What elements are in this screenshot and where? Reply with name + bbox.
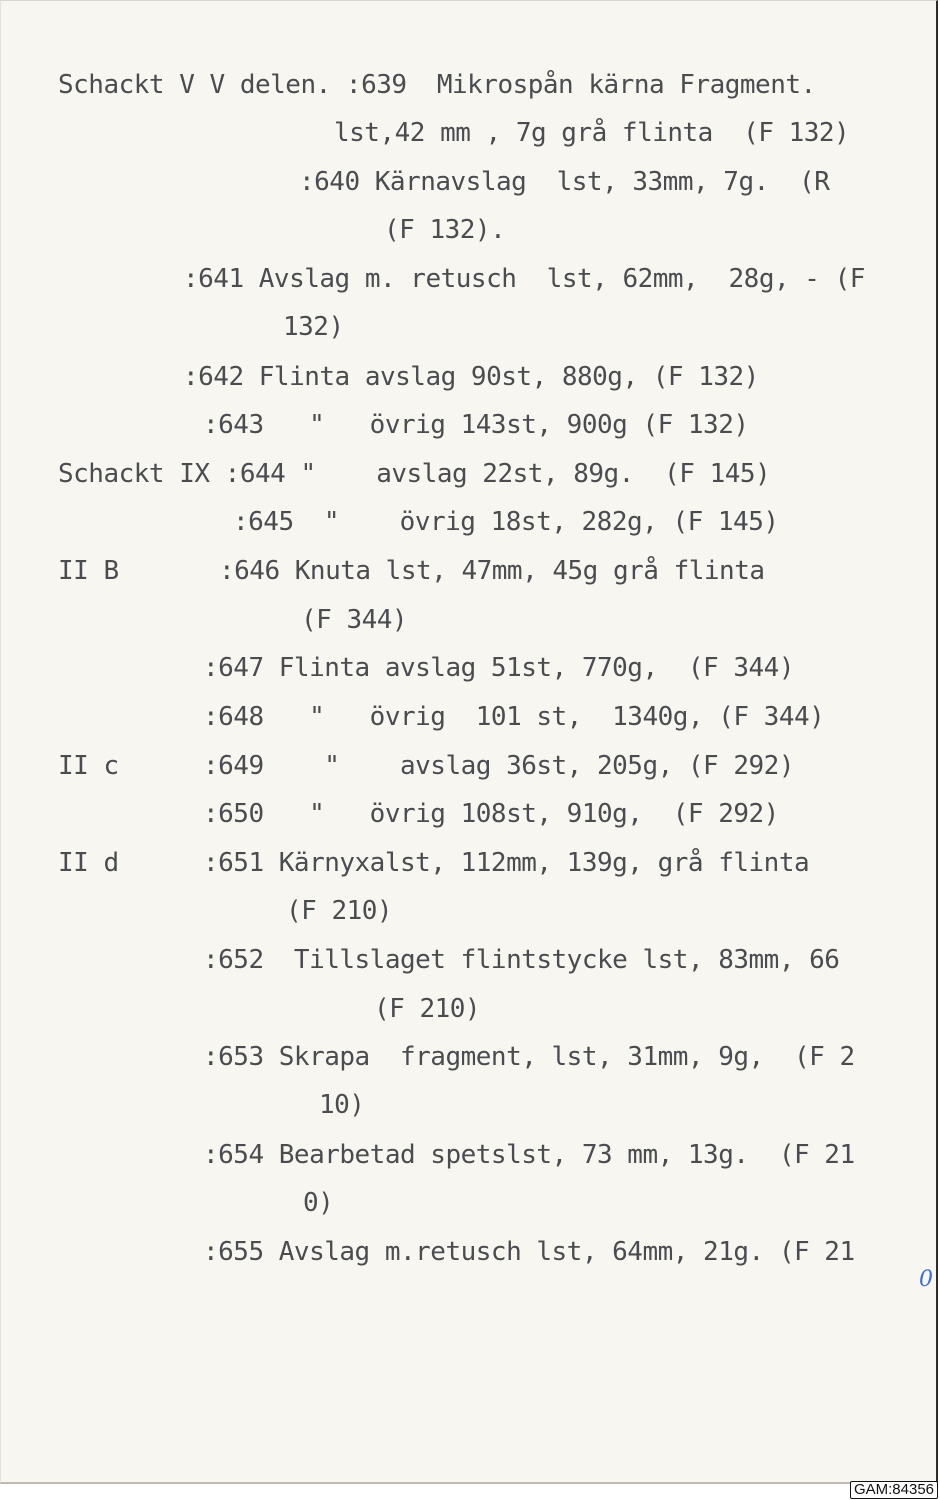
text-line: :652 Tillslaget flintstycke lst, 83mm, 66 <box>203 945 840 975</box>
text-line: Schackt V V delen. :639 Mikrospån kärna Fragment. <box>58 70 816 100</box>
text-line: lst,42 mm , 7g grå flinta (F 132) <box>334 118 850 148</box>
text-line: :650 " övrig 108st, 910g, (F 292) <box>203 799 779 829</box>
text-line: :655 Avslag m.retusch lst, 64mm, 21g. (F 21 <box>203 1237 855 1267</box>
pen-mark: 0 <box>919 1267 933 1292</box>
text-line: :651 Kärnyxalst, 112mm, 139g, grå flinta <box>203 848 810 878</box>
text-line: 10) <box>319 1090 365 1120</box>
text-line: (F 210) <box>286 896 393 926</box>
section-label: II c <box>58 751 119 781</box>
text-line: :648 " övrig 101 st, 1340g, (F 344) <box>203 702 825 732</box>
text-line: :647 Flinta avslag 51st, 770g, (F 344) <box>203 653 794 683</box>
text-line: :646 Knuta lst, 47mm, 45g grå flinta <box>219 556 765 586</box>
text-line: (F 344) <box>301 605 408 635</box>
text-line: 132) <box>283 312 344 342</box>
text-line: :640 Kärnavslag lst, 33mm, 7g. (R <box>299 167 830 197</box>
text-line: Schackt IX :644 " avslag 22st, 89g. (F 145) <box>58 459 771 489</box>
text-line: :653 Skrapa fragment, lst, 31mm, 9g, (F 2 <box>203 1042 855 1072</box>
text-line: :654 Bearbetad spetslst, 73 mm, 13g. (F 21 <box>203 1140 855 1170</box>
text-line: (F 132). <box>384 215 506 245</box>
text-line: :642 Flinta avslag 90st, 880g, (F 132) <box>183 362 759 392</box>
text-line: :643 " övrig 143st, 900g (F 132) <box>203 410 749 440</box>
text-line: (F 210) <box>374 994 481 1024</box>
text-line: :641 Avslag m. retusch lst, 62mm, 28g, - (F <box>183 264 865 294</box>
archive-stamp: GAM:84356 <box>850 1481 938 1499</box>
section-label: II B <box>58 556 119 586</box>
text-line: :649 " avslag 36st, 205g, (F 292) <box>203 751 794 781</box>
text-line: :645 " övrig 18st, 282g, (F 145) <box>233 507 779 537</box>
text-line: 0) <box>303 1188 334 1218</box>
section-label: II d <box>58 848 119 878</box>
